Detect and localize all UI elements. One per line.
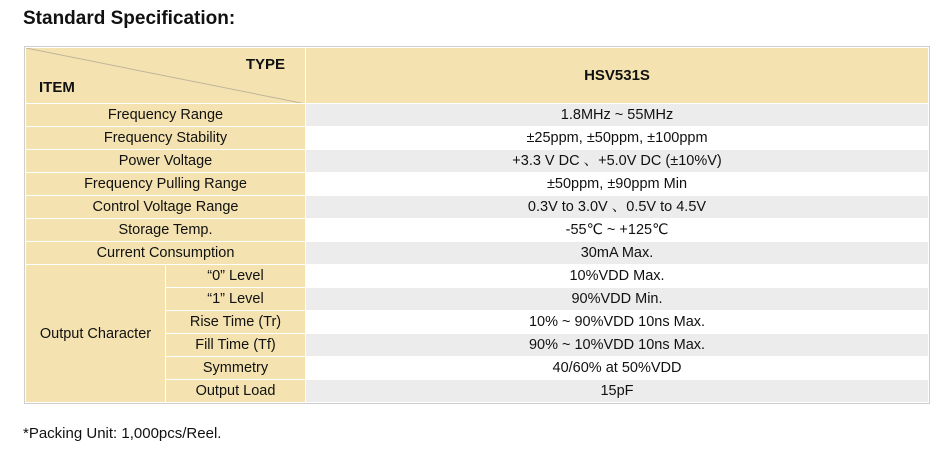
table-header-row xyxy=(26,48,929,104)
row-value: -55℃ ~ +125℃ xyxy=(306,219,929,242)
table-row xyxy=(26,104,929,127)
table-row xyxy=(26,219,929,242)
row-label: Power Voltage xyxy=(26,150,306,173)
table-row xyxy=(26,173,929,196)
row-sublabel: Output Load xyxy=(166,380,306,403)
row-value: 1.8MHz ~ 55MHz xyxy=(306,104,929,127)
row-sublabel: Symmetry xyxy=(166,357,306,380)
row-value: ±50ppm, ±90ppm Min xyxy=(306,173,929,196)
row-label: Frequency Range xyxy=(26,104,306,127)
row-sublabel: “1” Level xyxy=(166,288,306,311)
output-character-group-label: Output Character xyxy=(26,265,166,403)
row-sublabel: Rise Time (Tr) xyxy=(166,311,306,334)
row-label: Current Consumption xyxy=(26,242,306,265)
type-item-header-cell xyxy=(26,48,306,104)
page-title: Standard Specification: xyxy=(23,8,236,29)
spec-table xyxy=(25,47,929,403)
table-row xyxy=(26,150,929,173)
row-value: ±25ppm, ±50ppm, ±100ppm xyxy=(306,127,929,150)
row-sublabel: Fill Time (Tf) xyxy=(166,334,306,357)
row-label: Control Voltage Range xyxy=(26,196,306,219)
table-row xyxy=(26,127,929,150)
row-value: 15pF xyxy=(306,380,929,403)
row-sublabel: “0” Level xyxy=(166,265,306,288)
item-header: ITEM xyxy=(39,79,75,96)
row-value: 40/60% at 50%VDD xyxy=(306,357,929,380)
model-header: HSV531S xyxy=(306,48,929,104)
row-label: Frequency Stability xyxy=(26,127,306,150)
row-value: 90% ~ 10%VDD 10ns Max. xyxy=(306,334,929,357)
row-label: Storage Temp. xyxy=(26,219,306,242)
table-row xyxy=(26,265,929,288)
row-label: Frequency Pulling Range xyxy=(26,173,306,196)
row-value: 0.3V to 3.0V 、0.5V to 4.5V xyxy=(306,196,929,219)
row-value: 30mA Max. xyxy=(306,242,929,265)
row-value: +3.3 V DC 、+5.0V DC (±10%V) xyxy=(306,150,929,173)
table-row xyxy=(26,196,929,219)
type-header: TYPE xyxy=(245,56,285,73)
packing-unit-footnote: *Packing Unit: 1,000pcs/Reel. xyxy=(23,425,222,442)
row-value: 10%VDD Max. xyxy=(306,265,929,288)
row-value: 90%VDD Min. xyxy=(306,288,929,311)
table-row xyxy=(26,242,929,265)
row-value: 10% ~ 90%VDD 10ns Max. xyxy=(306,311,929,334)
